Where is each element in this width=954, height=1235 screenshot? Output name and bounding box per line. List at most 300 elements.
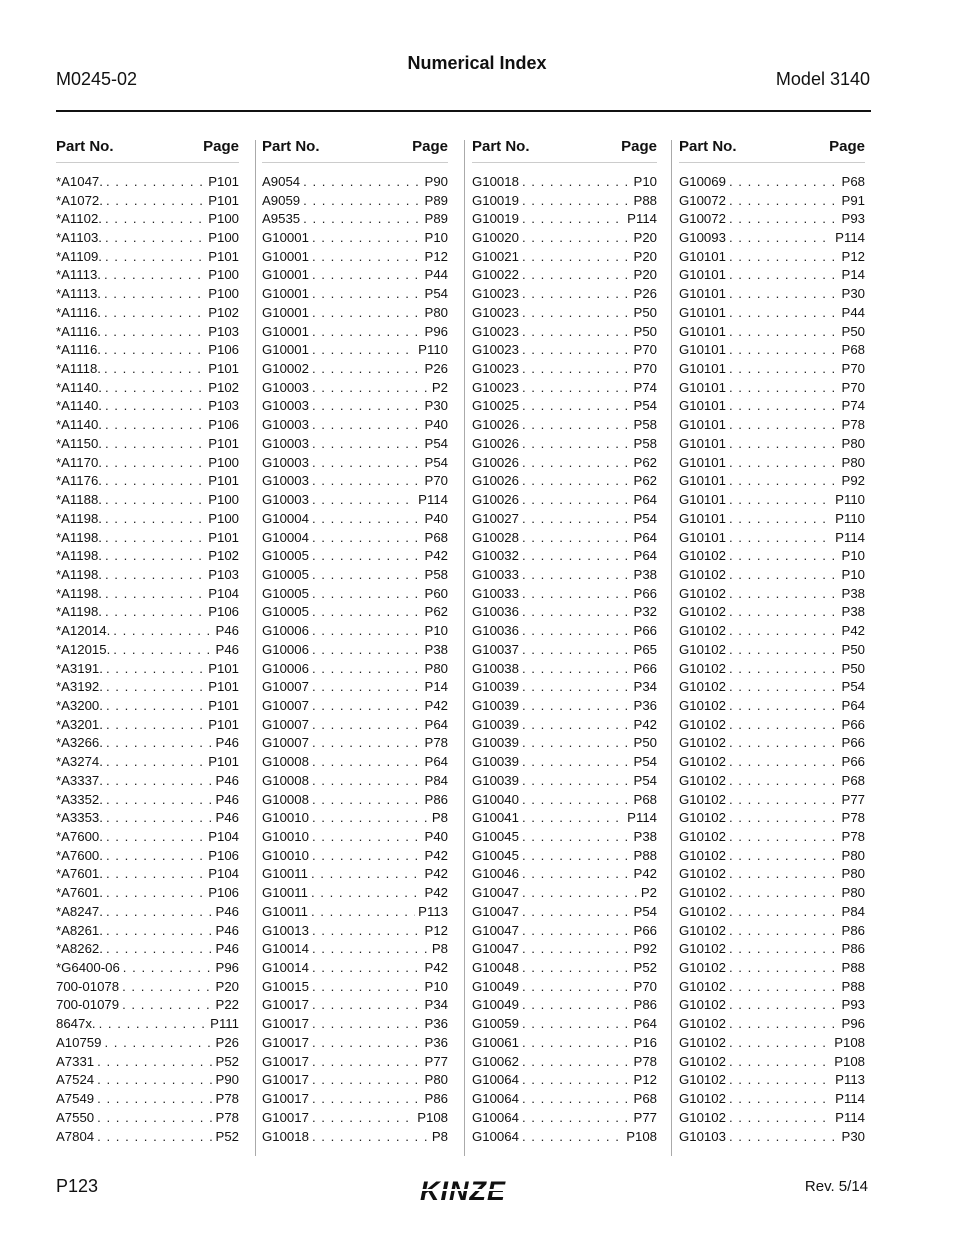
part-number: G10102 [679, 1053, 726, 1069]
dot-leader [729, 530, 832, 545]
part-number: G10045 [472, 847, 519, 863]
index-rows [56, 172, 239, 1145]
dot-leader [105, 586, 205, 601]
part-number: G10003 [262, 379, 309, 395]
dot-leader [729, 941, 839, 956]
page-reference: P80 [841, 885, 865, 901]
part-number: G10102 [679, 754, 726, 770]
dot-leader [522, 941, 631, 956]
part-number: *A1102. [56, 211, 102, 227]
page-reference: P8 [431, 1128, 448, 1144]
dot-leader [729, 342, 839, 357]
part-number: G10102 [679, 623, 726, 639]
dot-leader [522, 324, 631, 339]
dot-leader [312, 530, 422, 545]
page-reference: P114 [627, 211, 657, 227]
index-entry [262, 902, 448, 921]
part-number: G10003 [262, 417, 309, 433]
part-number: G10011 [262, 885, 308, 901]
page-reference: P42 [424, 960, 448, 976]
dot-leader [99, 1016, 208, 1031]
page-reference: P66 [841, 716, 865, 732]
index-entry [472, 247, 657, 266]
page-reference: P26 [424, 361, 448, 377]
page-reference: P20 [215, 978, 239, 994]
part-number: G10018 [262, 1128, 309, 1144]
index-entry [56, 528, 239, 547]
dot-leader [122, 979, 212, 994]
dot-leader [312, 511, 422, 526]
part-number: G10010 [262, 810, 309, 826]
index-entry [679, 621, 865, 640]
page-reference: P106 [208, 885, 239, 901]
part-number: G10023 [472, 342, 519, 358]
dot-leader [106, 923, 213, 938]
page-reference: P20 [633, 230, 657, 246]
index-entry [56, 247, 239, 266]
dot-leader [729, 436, 839, 451]
page-reference: P38 [841, 604, 865, 620]
dot-leader [729, 661, 839, 676]
index-entry [472, 453, 657, 472]
part-number: G10102 [679, 1072, 726, 1088]
page-reference: P42 [633, 866, 657, 882]
part-number: G10102 [679, 810, 726, 826]
part-number: G10061 [472, 1034, 519, 1050]
page-reference: P66 [841, 735, 865, 751]
index-entry [262, 603, 448, 622]
part-number: G10008 [262, 754, 309, 770]
part-number: G10023 [472, 304, 519, 320]
page-reference: P38 [633, 566, 657, 582]
part-number: G10039 [472, 697, 519, 713]
page-reference: P108 [626, 1128, 657, 1144]
dot-leader [729, 904, 839, 919]
part-number: G10102 [679, 1034, 726, 1050]
dot-leader [729, 792, 839, 807]
page-reference: P30 [841, 1128, 865, 1144]
index-entry [472, 1014, 657, 1033]
index-entry [472, 827, 657, 846]
dot-leader [105, 473, 205, 488]
part-number: G10007 [262, 735, 309, 751]
index-entry [262, 359, 448, 378]
index-entry [679, 1071, 865, 1090]
dot-leader [729, 473, 839, 488]
dot-leader [522, 305, 631, 320]
index-entry [56, 808, 239, 827]
part-number: G10018 [472, 173, 519, 189]
page-reference: P26 [215, 1034, 239, 1050]
dot-leader [105, 604, 205, 619]
part-number: G10102 [679, 1109, 726, 1125]
part-number: G10039 [472, 735, 519, 751]
part-number: G10011 [262, 903, 308, 919]
index-entry [56, 303, 239, 322]
page-reference: P110 [835, 492, 865, 508]
part-number: G10064 [472, 1109, 519, 1125]
part-number: G10004 [262, 510, 309, 526]
page-reference: P58 [633, 435, 657, 451]
part-number: *A1198. [56, 510, 102, 526]
page-number: P123 [56, 1176, 99, 1196]
part-number: G10101 [679, 510, 726, 526]
index-entry [262, 846, 448, 865]
dot-leader [106, 193, 205, 208]
dot-leader [311, 866, 422, 881]
page-reference: P36 [633, 697, 657, 713]
index-entry [56, 546, 239, 565]
part-number: G10102 [679, 791, 726, 807]
dot-leader [312, 1035, 422, 1050]
page-reference: P32 [633, 604, 657, 620]
part-number: *A8247. [56, 903, 103, 919]
index-entry [262, 247, 448, 266]
index-entry [679, 734, 865, 753]
part-number: G10047 [472, 941, 519, 957]
index-entry [56, 284, 239, 303]
page-reference: P42 [424, 866, 448, 882]
page-reference: P34 [633, 679, 657, 695]
index-entry [472, 902, 657, 921]
dot-leader [311, 904, 415, 919]
page-reference: P50 [841, 323, 865, 339]
index-entry [56, 584, 239, 603]
dot-leader [312, 436, 422, 451]
index-entry [262, 1071, 448, 1090]
index-entry [472, 284, 657, 303]
index-entry [56, 453, 239, 472]
index-entry [56, 621, 239, 640]
page-reference: P52 [215, 1053, 239, 1069]
part-number: *A1072. [56, 192, 103, 208]
index-entry [262, 808, 448, 827]
dot-leader [522, 361, 631, 376]
dot-leader [522, 267, 631, 282]
dot-leader [106, 679, 205, 694]
part-number: *A1170. [56, 454, 102, 470]
part-number: G10064 [472, 1128, 519, 1144]
dot-leader [522, 211, 624, 226]
part-number: G10102 [679, 1016, 726, 1032]
index-entry [262, 490, 448, 509]
part-number: G10101 [679, 435, 726, 451]
dot-leader [106, 754, 205, 769]
index-entry [56, 659, 239, 678]
dot-leader [106, 735, 213, 750]
page-reference: P90 [424, 173, 448, 189]
part-number: *A8262. [56, 941, 103, 957]
dot-leader [106, 717, 205, 732]
index-entry [472, 434, 657, 453]
part-number: *A7601. [56, 885, 103, 901]
dot-leader [97, 1110, 212, 1125]
page-reference: P111 [210, 1016, 239, 1032]
index-entry [472, 266, 657, 285]
index-entry [262, 1033, 448, 1052]
part-number: G10101 [679, 379, 726, 395]
index-entry [56, 1014, 239, 1033]
index-entry [679, 865, 865, 884]
index-entry [262, 172, 448, 191]
page-reference: P52 [633, 960, 657, 976]
index-entry [679, 1089, 865, 1108]
index-entry [56, 209, 239, 228]
page-reference: P30 [424, 398, 448, 414]
part-number: G10036 [472, 604, 519, 620]
dot-leader [312, 342, 415, 357]
index-entry [679, 191, 865, 210]
dot-leader [113, 623, 212, 638]
dot-leader [729, 1110, 832, 1125]
dot-leader [105, 548, 205, 563]
page-reference: P84 [841, 903, 865, 919]
model-name: Model 3140 [775, 69, 870, 89]
dot-leader [105, 211, 205, 226]
part-number: *A1047. [56, 173, 103, 189]
index-column-1 [56, 138, 239, 1145]
page-reference: P91 [841, 192, 865, 208]
page-reference: P106 [208, 342, 239, 358]
index-entry [56, 958, 239, 977]
index-entry [472, 1127, 657, 1146]
page-reference: P106 [208, 417, 239, 433]
part-number: G10023 [472, 323, 519, 339]
index-entry [262, 472, 448, 491]
page-reference: P93 [841, 997, 865, 1013]
index-entry [56, 340, 239, 359]
part-number: G10039 [472, 772, 519, 788]
index-entry [472, 977, 657, 996]
part-no-heading: Part No. [262, 138, 320, 155]
dot-leader [522, 1016, 631, 1031]
dot-leader [105, 417, 205, 432]
index-entry [472, 640, 657, 659]
page-reference: P78 [841, 829, 865, 845]
page-reference: P114 [418, 492, 448, 508]
page-reference: P52 [215, 1128, 239, 1144]
part-number: G10005 [262, 548, 309, 564]
page-reference: P14 [424, 679, 448, 695]
index-entry [472, 846, 657, 865]
page-reference: P78 [215, 1091, 239, 1107]
part-number: G10004 [262, 529, 309, 545]
page-reference: P108 [417, 1109, 448, 1125]
page-reference: P78 [424, 735, 448, 751]
index-column-2 [262, 138, 448, 1145]
index-entry [262, 340, 448, 359]
part-number: G10023 [472, 361, 519, 377]
page-reference: P46 [215, 941, 239, 957]
part-number: G10102 [679, 548, 726, 564]
part-number: G10003 [262, 492, 309, 508]
index-entry [679, 509, 865, 528]
index-entry [262, 677, 448, 696]
index-entry [262, 865, 448, 884]
index-entry [679, 397, 865, 416]
dot-leader [106, 174, 205, 189]
part-number: G10017 [262, 997, 309, 1013]
index-entry [262, 378, 448, 397]
index-entry [262, 528, 448, 547]
dot-leader [312, 698, 422, 713]
index-entry [472, 677, 657, 696]
part-number: G10003 [262, 435, 309, 451]
page-reference: P78 [841, 417, 865, 433]
index-entry [262, 303, 448, 322]
part-number: G10101 [679, 304, 726, 320]
index-entry [679, 209, 865, 228]
dot-leader [312, 623, 422, 638]
page-reference: P10 [424, 230, 448, 246]
page-reference: P64 [633, 529, 657, 545]
column-divider [671, 140, 672, 1156]
dot-leader [522, 792, 631, 807]
page-reference: P36 [424, 1016, 448, 1032]
page-reference: P58 [633, 417, 657, 433]
part-number: G10010 [262, 829, 309, 845]
page-reference: P16 [633, 1034, 657, 1050]
part-number: G10007 [262, 697, 309, 713]
index-entry [262, 640, 448, 659]
page-reference: P42 [424, 847, 448, 863]
dot-leader [522, 885, 638, 900]
page-reference: P54 [841, 679, 865, 695]
dot-leader [312, 773, 422, 788]
dot-leader [729, 380, 839, 395]
page-reference: P86 [424, 1091, 448, 1107]
dot-leader [312, 361, 422, 376]
index-entry [56, 397, 239, 416]
part-number: G10047 [472, 885, 519, 901]
index-entry [679, 790, 865, 809]
dot-leader [105, 230, 205, 245]
part-number: G10017 [262, 1109, 309, 1125]
dot-leader [729, 1054, 831, 1069]
index-entry [262, 509, 448, 528]
dot-leader [729, 923, 839, 938]
part-number: *A1140. [56, 398, 102, 414]
dot-leader [312, 380, 429, 395]
index-entry [262, 696, 448, 715]
dot-leader [729, 997, 839, 1012]
part-number: 8647x. [56, 1016, 96, 1032]
page-reference: P10 [424, 623, 448, 639]
dot-leader [729, 548, 839, 563]
dot-leader [729, 848, 839, 863]
part-number: 700-01079 [56, 997, 120, 1013]
index-entry [56, 434, 239, 453]
dot-leader [104, 286, 205, 301]
index-entry [472, 1071, 657, 1090]
part-number: G10101 [679, 529, 726, 545]
page-reference: P113 [835, 1072, 865, 1088]
page-reference: P8 [431, 941, 448, 957]
dot-leader [106, 792, 213, 807]
part-number: G10048 [472, 960, 519, 976]
page-heading: Page [621, 138, 657, 155]
page-reference: P44 [424, 267, 448, 283]
part-number: G10102 [679, 1091, 726, 1107]
page-reference: P12 [424, 922, 448, 938]
page-reference: P42 [424, 548, 448, 564]
part-number: G10032 [472, 548, 519, 564]
part-number: G10102 [679, 735, 726, 751]
page-reference: P10 [633, 173, 657, 189]
page-reference: P89 [424, 211, 448, 227]
index-entry [679, 921, 865, 940]
dot-leader [522, 717, 631, 732]
dot-leader [312, 1016, 422, 1031]
dot-leader [106, 904, 213, 919]
part-number: G10036 [472, 623, 519, 639]
page-reference: P78 [841, 810, 865, 826]
index-entry [679, 172, 865, 191]
index-entry [262, 284, 448, 303]
part-number: G10039 [472, 679, 519, 695]
index-entry [472, 228, 657, 247]
dot-leader [522, 417, 631, 432]
part-number: G10008 [262, 772, 309, 788]
dot-leader [522, 1054, 631, 1069]
dot-leader [312, 417, 422, 432]
dot-leader [522, 1035, 631, 1050]
dot-leader [729, 249, 839, 264]
index-entry [679, 771, 865, 790]
page-reference: P40 [424, 510, 448, 526]
page-reference: P80 [424, 304, 448, 320]
page-reference: P100 [208, 211, 239, 227]
dot-leader [729, 754, 839, 769]
part-number: G10014 [262, 941, 309, 957]
index-entry [262, 883, 448, 902]
index-entry [679, 340, 865, 359]
dot-leader [312, 249, 422, 264]
part-number: G10102 [679, 585, 726, 601]
page-reference: P90 [215, 1072, 239, 1088]
part-number: G10062 [472, 1053, 519, 1069]
page-reference: P54 [633, 754, 657, 770]
index-entry [56, 322, 239, 341]
dot-leader [522, 567, 631, 582]
index-entry [679, 752, 865, 771]
page-reference: P38 [841, 585, 865, 601]
dot-leader [729, 979, 839, 994]
index-entry [679, 546, 865, 565]
dot-leader [105, 398, 205, 413]
dot-leader [522, 923, 631, 938]
index-entry [56, 490, 239, 509]
dot-leader [312, 717, 422, 732]
index-entry [472, 509, 657, 528]
page-heading: Page [203, 138, 239, 155]
page-reference: P54 [424, 454, 448, 470]
column-header [56, 138, 239, 163]
index-entry [472, 415, 657, 434]
page-reference: P77 [424, 1053, 448, 1069]
dot-leader [522, 249, 631, 264]
page-reference: P60 [424, 585, 448, 601]
index-entry [472, 696, 657, 715]
part-number: G10102 [679, 997, 726, 1013]
part-number: G10001 [262, 248, 309, 264]
page-reference: P101 [208, 473, 239, 489]
part-number: G10028 [472, 529, 519, 545]
dot-leader [729, 1016, 839, 1031]
part-number: G10017 [262, 1034, 309, 1050]
kinze-logo [403, 1176, 523, 1204]
part-number: G10026 [472, 417, 519, 433]
